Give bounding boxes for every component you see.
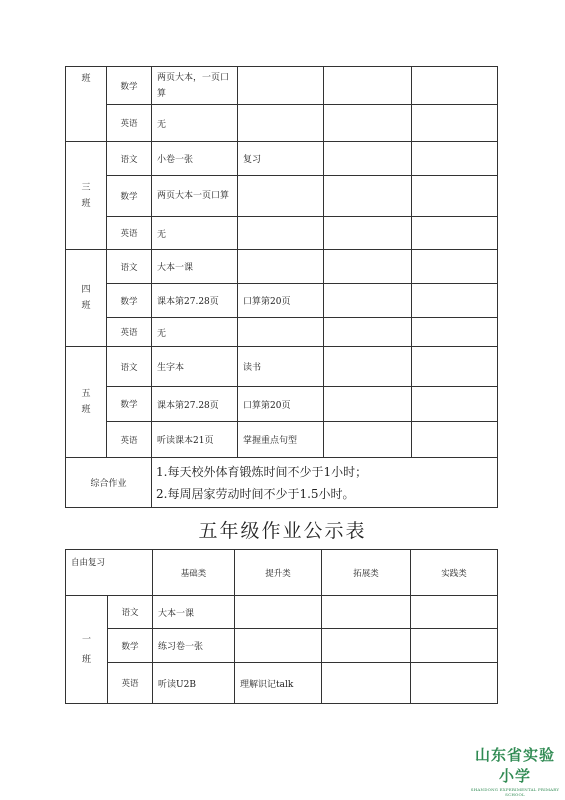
extend-cell bbox=[324, 67, 412, 105]
subject-cell: 数学 bbox=[107, 387, 152, 422]
school-logo bbox=[470, 744, 560, 797]
extend-cell bbox=[324, 422, 412, 458]
advance-cell bbox=[238, 318, 324, 347]
column-header-advance: 提升类 bbox=[235, 550, 322, 596]
extend-cell bbox=[324, 105, 412, 142]
column-header-extend: 拓展类 bbox=[322, 550, 411, 596]
extend-cell bbox=[322, 663, 411, 704]
basic-cell: 大本一课 bbox=[153, 596, 235, 629]
basic-cell: 课本第27.28页 bbox=[152, 284, 238, 318]
basic-cell: 生字本 bbox=[152, 347, 238, 387]
subject-cell: 语文 bbox=[107, 142, 152, 176]
practice-cell bbox=[412, 176, 498, 217]
practice-cell bbox=[412, 387, 498, 422]
advance-cell bbox=[238, 250, 324, 284]
column-header-basic: 基础类 bbox=[153, 550, 235, 596]
practice-cell bbox=[411, 596, 498, 629]
class-label: 班 bbox=[66, 67, 107, 142]
subject-cell: 语文 bbox=[107, 250, 152, 284]
practice-cell bbox=[412, 422, 498, 458]
practice-cell bbox=[411, 629, 498, 663]
advance-cell bbox=[238, 217, 324, 250]
advance-cell bbox=[238, 105, 324, 142]
basic-cell: 无 bbox=[152, 105, 238, 142]
class-label: 四 班 bbox=[66, 250, 107, 347]
practice-cell bbox=[412, 318, 498, 347]
advance-cell bbox=[238, 176, 324, 217]
corner-label: 自由复习 bbox=[71, 558, 106, 568]
extend-cell bbox=[324, 217, 412, 250]
basic-cell: 小卷一张 bbox=[152, 142, 238, 176]
advance-cell bbox=[235, 596, 322, 629]
advance-cell: 理解识记talk bbox=[235, 663, 322, 704]
extend-cell bbox=[322, 596, 411, 629]
practice-cell bbox=[412, 142, 498, 176]
class-label: 五 班 bbox=[66, 347, 107, 458]
extend-cell bbox=[322, 629, 411, 663]
basic-cell: 两页大本，一页口算 bbox=[152, 67, 238, 105]
practice-cell bbox=[412, 284, 498, 318]
extend-cell bbox=[324, 387, 412, 422]
advance-cell bbox=[238, 67, 324, 105]
extend-cell bbox=[324, 318, 412, 347]
general-homework-line-2: 2.每周居家劳动时间不少于1.5小时。 bbox=[156, 486, 355, 501]
page-title: 五年级作业公示表 bbox=[198, 520, 367, 542]
extend-cell bbox=[324, 142, 412, 176]
subject-cell: 数学 bbox=[107, 67, 152, 105]
advance-cell: 口算第20页 bbox=[238, 387, 324, 422]
extend-cell bbox=[324, 284, 412, 318]
basic-cell: 无 bbox=[152, 217, 238, 250]
column-header-practice: 实践类 bbox=[411, 550, 498, 596]
basic-cell: 两页大本一页口算 bbox=[152, 176, 238, 217]
basic-cell: 练习卷一张 bbox=[153, 629, 235, 663]
practice-cell bbox=[412, 217, 498, 250]
subject-cell: 语文 bbox=[108, 596, 153, 629]
subject-cell: 数学 bbox=[108, 629, 153, 663]
practice-cell bbox=[412, 347, 498, 387]
subject-cell: 英语 bbox=[107, 217, 152, 250]
advance-cell: 掌握重点句型 bbox=[238, 422, 324, 458]
subject-cell: 英语 bbox=[107, 318, 152, 347]
subject-cell: 数学 bbox=[107, 284, 152, 318]
practice-cell bbox=[412, 105, 498, 142]
subject-cell: 语文 bbox=[107, 347, 152, 387]
extend-cell bbox=[324, 250, 412, 284]
general-homework-label: 综合作业 bbox=[66, 458, 152, 508]
corner-header bbox=[66, 550, 153, 596]
class-label: 一 班 bbox=[66, 596, 108, 704]
subject-cell: 英语 bbox=[107, 422, 152, 458]
subject-cell: 数学 bbox=[107, 176, 152, 217]
practice-cell bbox=[412, 250, 498, 284]
general-homework-line-1: 1.每天校外体育锻炼时间不少于1小时； bbox=[156, 464, 368, 479]
basic-cell: 听读U2B bbox=[153, 663, 235, 704]
general-homework-content bbox=[152, 458, 498, 508]
advance-cell bbox=[235, 629, 322, 663]
grade5-homework-table bbox=[65, 549, 498, 704]
basic-cell: 大本一课 bbox=[152, 250, 238, 284]
practice-cell bbox=[412, 67, 498, 105]
subject-cell: 英语 bbox=[107, 105, 152, 142]
advance-cell: 读书 bbox=[238, 347, 324, 387]
class-label: 三 班 bbox=[66, 142, 107, 250]
subject-cell: 英语 bbox=[108, 663, 153, 704]
advance-cell: 复习 bbox=[238, 142, 324, 176]
basic-cell: 课本第27.28页 bbox=[152, 387, 238, 422]
school-logo-english: SHANDONG EXPERIMENTAL PRIMARY SCHOOL bbox=[470, 787, 560, 797]
extend-cell bbox=[324, 347, 412, 387]
homework-table-continued bbox=[65, 66, 498, 508]
extend-cell bbox=[324, 176, 412, 217]
basic-cell: 听读课本21页 bbox=[152, 422, 238, 458]
school-logo-name: 山东省实验小学 bbox=[474, 746, 555, 785]
advance-cell: 口算第20页 bbox=[238, 284, 324, 318]
practice-cell bbox=[411, 663, 498, 704]
basic-cell: 无 bbox=[152, 318, 238, 347]
